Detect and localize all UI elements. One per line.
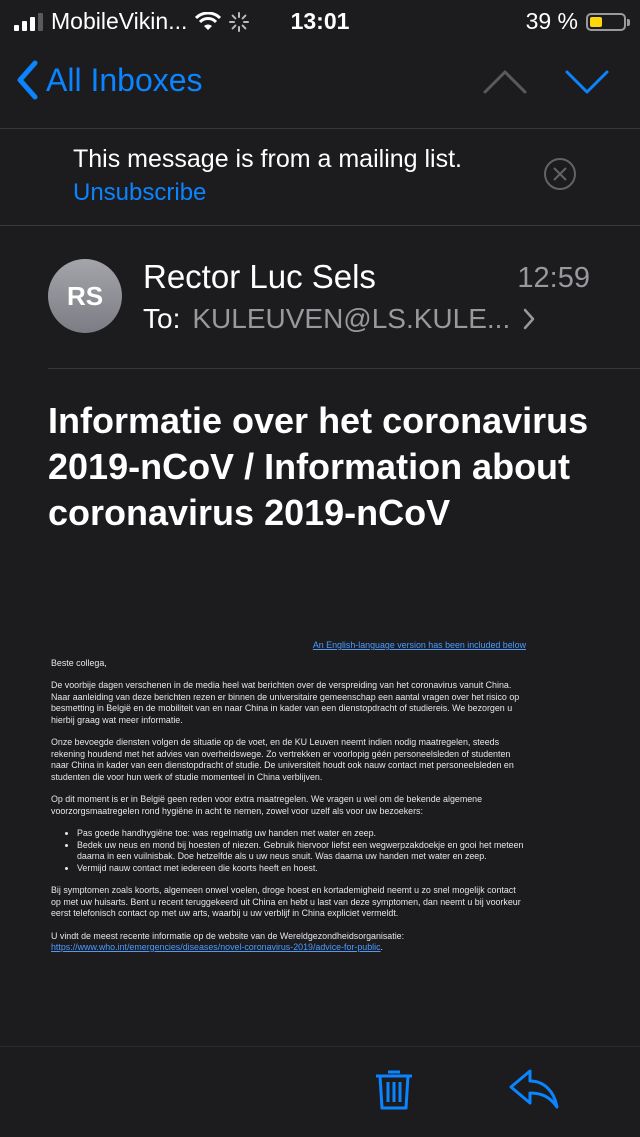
bottom-toolbar <box>0 1046 640 1137</box>
battery-percent: 39 % <box>525 8 578 34</box>
message-body <box>51 640 526 965</box>
hygiene-list <box>51 828 526 874</box>
list-item: • Vermijd nauw contact met iedereen die koorts heeft en hoest. <box>77 863 526 875</box>
body-paragraph-3: Op dit moment is er in België geen reden voor extra maatregelen. We vragen u wel om de bekende algemene voorzorgsmaatregelen rond hygiëne in acht te nemen, zowel voor uzelf als voor uw bezoekers: <box>51 794 483 816</box>
body-paragraph-5 <box>51 931 526 954</box>
battery-group <box>526 8 626 35</box>
body-paragraph-1: De voorbije dagen verschenen in de media heel wat berichten over de verspreiding van het coronavirus vanuit China. Naar aanleiding van deze berichten rezen er binnen de universitaire gemeenschap een aantal vragen over het risico op besmetting in België en de mobiliteit van en naar China in kader van een dienstopdracht of studiereis. We bezorgen u hierbij graag wat meer informatie. <box>51 680 520 725</box>
who-link-suffix: . <box>380 942 383 952</box>
sender-name[interactable]: Rector Luc Sels <box>143 258 376 295</box>
close-icon[interactable] <box>543 157 577 191</box>
body-paragraph-2: Onze bevoegde diensten volgen de situatie op de voet, en de KU Leuven neemt indien nodig maatregelen, steeds rekening houdend met het advies van overheidswege. Zo vertrekken er voorlopig géén personeelsleden of studenten naar China in kader van een dienstopdracht of studie. De universiteit houdt ook nauw contact met personeelsleden en studenten die voor hun werk of studie momenteel in China verblijven. <box>51 737 514 782</box>
unsubscribe-link[interactable]: Unsubscribe <box>73 179 207 206</box>
message-time: 12:59 <box>517 262 590 294</box>
greeting: Beste collega, <box>51 657 107 668</box>
avatar: RS <box>48 259 122 333</box>
trash-icon[interactable] <box>370 1065 418 1113</box>
mailing-list-message: This message is from a mailing list. <box>73 145 463 173</box>
mailing-list-banner <box>0 129 640 226</box>
battery-icon <box>586 13 626 31</box>
header-divider <box>48 368 640 369</box>
reply-icon[interactable] <box>508 1067 560 1111</box>
chevron-down-icon[interactable] <box>564 62 610 102</box>
who-intro: U vindt de meest recente informatie op de website van de Wereldgezondheidsorganisatie: <box>51 930 405 941</box>
chevron-up-icon[interactable] <box>482 62 528 102</box>
back-label: All Inboxes <box>46 61 203 98</box>
status-time: 13:01 <box>290 8 350 34</box>
to-label: To: <box>143 303 181 334</box>
back-button[interactable] <box>16 60 203 100</box>
english-version-link[interactable]: An English-language version has been included below <box>312 640 526 650</box>
message-subject: Informatie over het coronavirus 2019-nCoV / Information about coronavirus 2019-nCoV <box>48 400 589 533</box>
who-link[interactable]: https://www.who.int/emergencies/diseases/novel-coronavirus-2019/advice-for-public <box>51 942 381 952</box>
navigation-bar <box>0 40 640 129</box>
list-item: • Bedek uw neus en mond bij hoesten of niezen. Gebruik hiervoor liefst een wegwerpzakdoekje en gooi het meteen daarna in een vuilnisbak. Doe hetzelfde als u uw neus snuit. Was daarna uw handen met water en zeep. <box>77 840 526 863</box>
recipient-line[interactable] <box>143 303 536 335</box>
recipient-address: KULEUVEN@LS.KULE... <box>192 303 511 334</box>
chevron-right-icon <box>522 307 536 331</box>
chevron-left-icon <box>16 60 38 100</box>
list-item: • Pas goede handhygiëne toe: was regelmatig uw handen met water en zeep. <box>77 828 526 840</box>
status-bar <box>0 0 640 40</box>
body-paragraph-4: Bij symptomen zoals koorts, algemeen onwel voelen, droge hoest en kortademigheid neemt u zo snel mogelijk contact op met uw huisarts. Bent u recent teruggekeerd uit China en hebt u last van deze symptomen, dan neemt u bij voorkeur eerst telefonisch contact op met uw arts, waarbij u uw verblijf in China expliciet vermeldt. <box>51 885 521 918</box>
carrier-name: MobileVikin... <box>51 8 188 34</box>
